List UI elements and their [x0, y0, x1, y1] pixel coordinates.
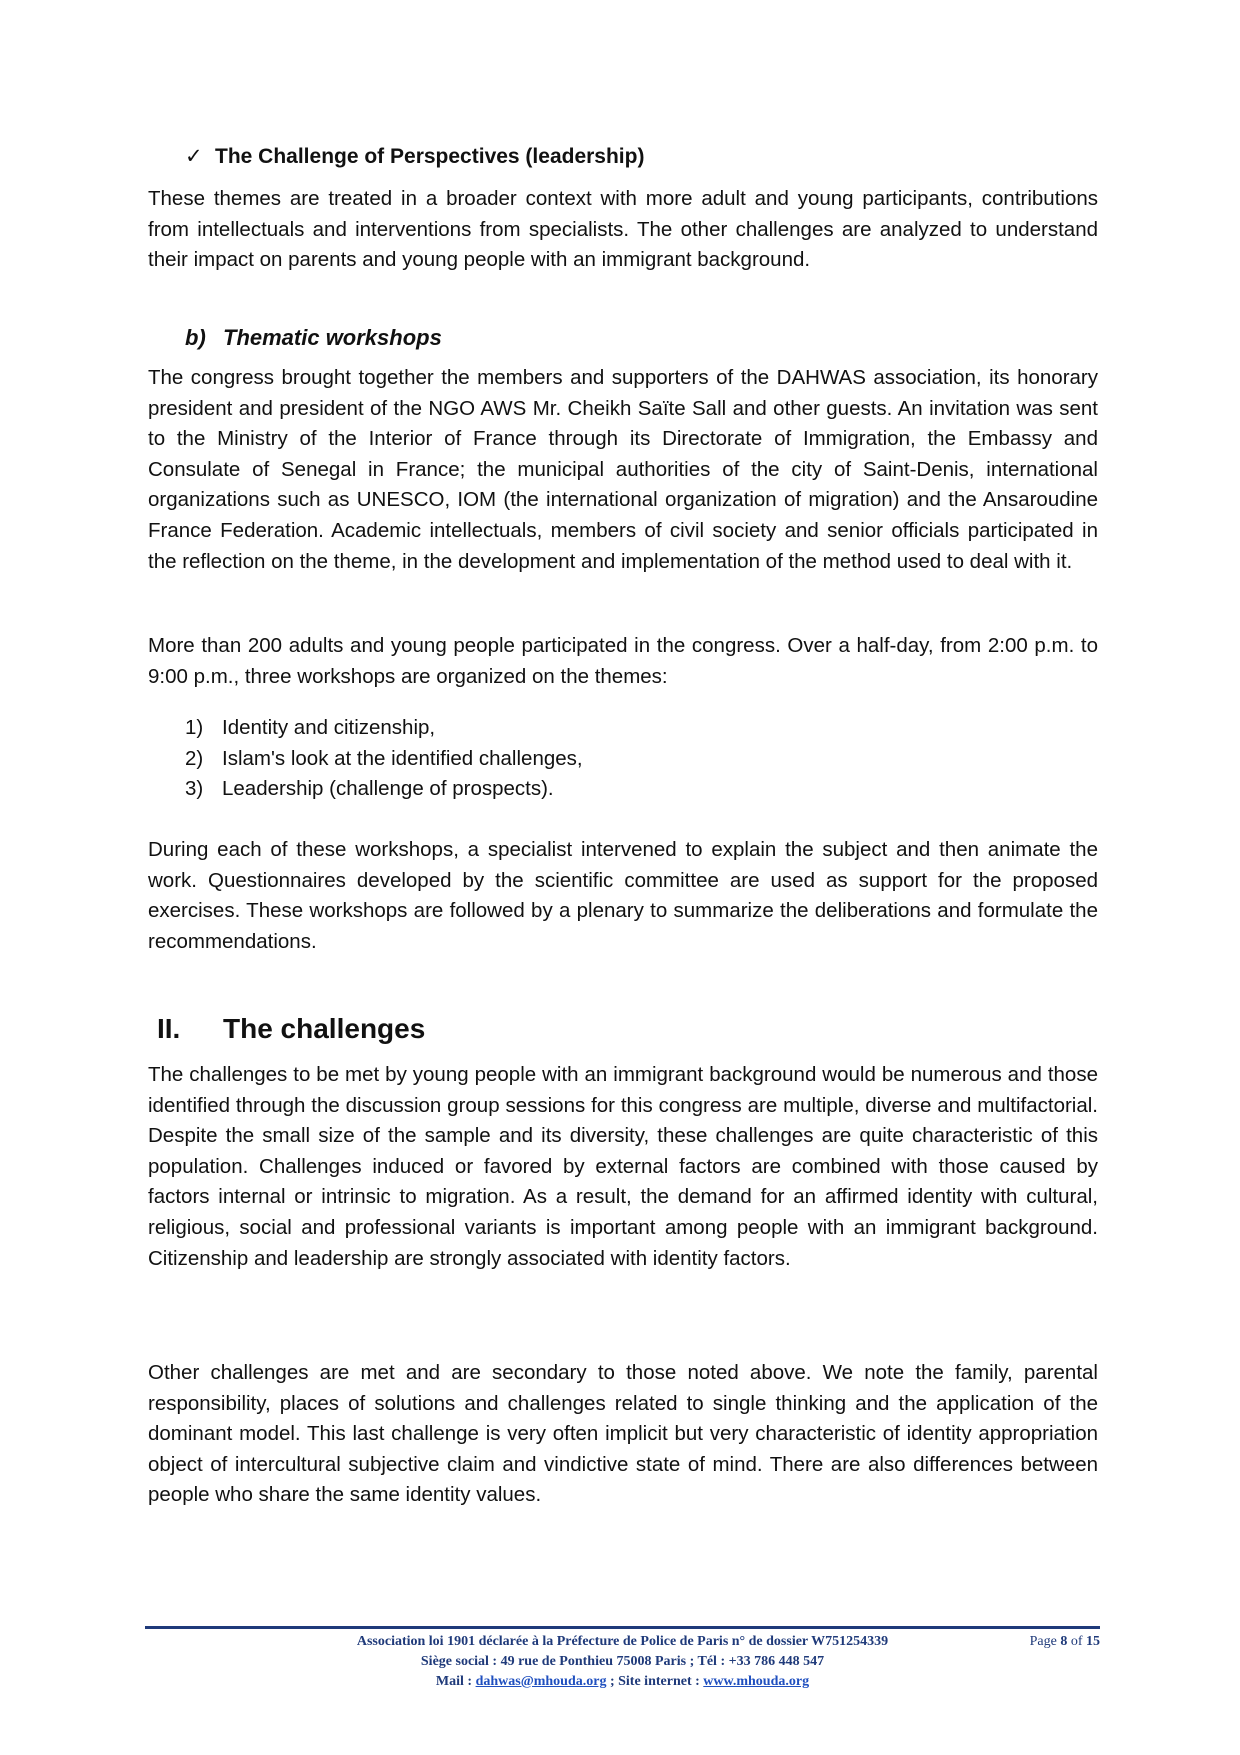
footer-divider [145, 1626, 1100, 1629]
paragraph-challenges: The challenges to be met by young people with an immigrant background would be numerous and those identified through the discussion group sessions for this congress are multiple, diverse and multifactorial. Despite the small size of the sample and its diversity, these challenges are quite characteristic of this population. Challenges induced or favored by external factors are combined with those caused by factors internal or intrinsic to migration. As a result, the demand for an affirmed identity with cultural, religious, social and professional variants is important among people with an immigrant background. Citizenship and leadership are strongly associated with identity factors. [148, 1063, 1098, 1270]
section-heading [157, 1013, 425, 1045]
paragraph-themes-context: These themes are treated in a broader context with more adult and young participants, contributions from intellectuals and interventions from specialists. The other challenges are analyzed to understand their impact on parents and young people with an immigrant background. [148, 187, 1098, 272]
page-footer [145, 1632, 1100, 1692]
section-number: II. [157, 1013, 181, 1044]
subsection-title: Thematic workshops [223, 325, 442, 350]
list-item: 3) Leadership (challenge of prospects). [185, 777, 554, 801]
subsection-letter: b) [185, 325, 206, 350]
paragraph-participants: More than 200 adults and young people participated in the congress. Over a half-day, from 2:00 p.m. to 9:00 p.m., three workshops are organized on the themes: [148, 634, 1098, 688]
check-item-text: The Challenge of Perspectives (leadership) [215, 145, 645, 168]
paragraph-workshops: During each of these workshops, a specialist intervened to explain the subject and then animate the work. Questionnaires developed by the scientific committee are used as support for the proposed exercises. These workshops are followed by a plenary to summarize the deliberations and formulate the recommendations. [148, 838, 1098, 953]
website-link[interactable]: www.mhouda.org [703, 1674, 810, 1689]
section-title: The challenges [223, 1013, 426, 1044]
list-item: 2) Islam's look at the identified challenges, [185, 746, 583, 770]
checkmark-icon: ✓ [185, 145, 203, 168]
paragraph-other-challenges: Other challenges are met and are secondary to those noted above. We note the family, parental responsibility, places of solutions and challenges related to single thinking and the application of the dominant model. This last challenge is very often implicit but very characteristic of identity appropriation object of intercultural subjective claim and vindictive state of mind. There are also differences between people who share the same identity values. [148, 1361, 1098, 1507]
check-item [185, 144, 644, 169]
subsection-heading [185, 325, 442, 351]
paragraph-congress: The congress brought together the members and supporters of the DAHWAS association, its honorary president and president of the NGO AWS Mr. Cheikh Saïte Sall and other guests. An invitation was sent to the Ministry of the Interior of France through its Directorate of Immigration, the Embassy and Consulate of Senegal in France; the municipal authorities of the city of Saint-Denis, international organizations such as UNESCO, IOM (the international organization of migration) and the Ansaroudine France Federation. Academic intellectuals, members of civil society and senior officials participated in the reflection on the theme, in the development and implementation of the method used to deal with it. [148, 366, 1098, 573]
email-link[interactable]: dahwas@mhouda.org [475, 1674, 607, 1689]
footer-association-line: Association loi 1901 déclarée à la Préfecture de Police de Paris n° de dossier W751254339 Page 8 of 15 [145, 1632, 1100, 1652]
footer-contact-line: Mail : dahwas@mhouda.org ; Site internet : www.mhouda.org [435, 1674, 810, 1689]
list-item: 1) Identity and citizenship, [185, 716, 436, 739]
page-number: Page 8 of 15 [1029, 1634, 1100, 1649]
workshop-list [185, 713, 583, 805]
footer-address-line: Siège social : 49 rue de Ponthieu 75008 Paris ; Tél : +33 786 448 547 [420, 1654, 825, 1669]
